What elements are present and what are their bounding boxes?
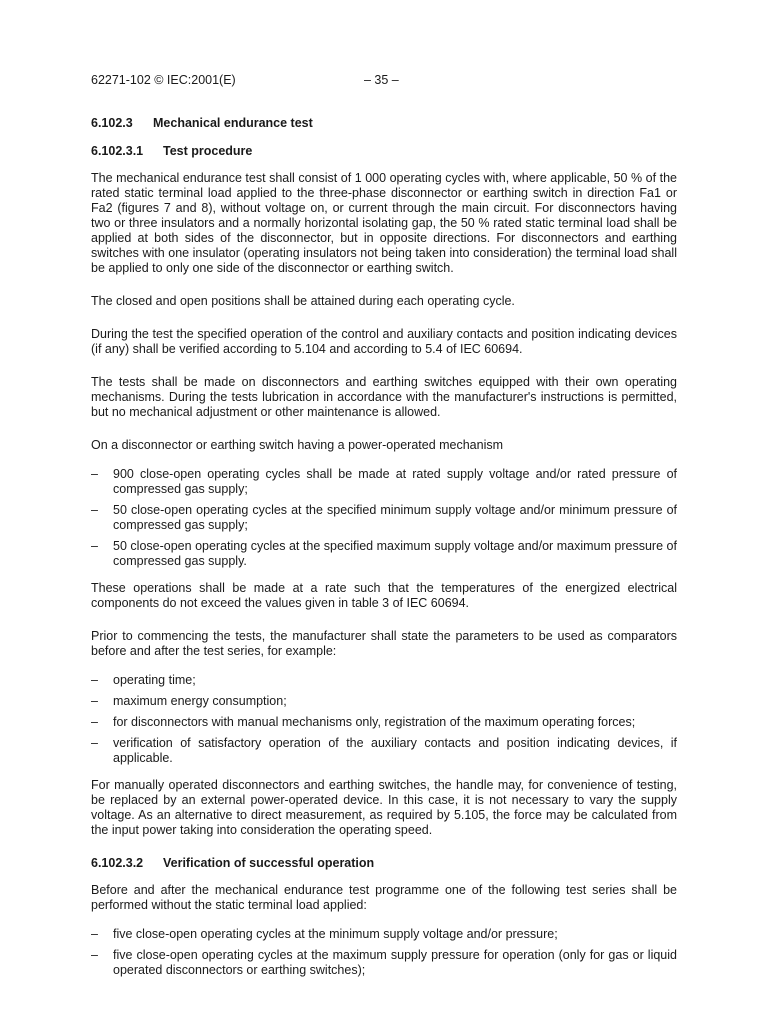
list-marker: –: [91, 503, 98, 517]
power-operated-cycles-list: [91, 467, 677, 569]
paragraph-during-test: During the test the specified operation of the control and auxiliary contacts and position indicating devices (if any) shall be verified according to 5.104 and according to 5.4 of IEC 60694.: [91, 327, 677, 356]
paragraph-tests-made: The tests shall be made on disconnectors and earthing switches equipped with their own operating mechanisms. During the tests lubrication in accordance with the manufacturer's instructions is permitted, but no mechanical adjustment or other maintenance is allowed.: [91, 375, 677, 419]
list-marker: –: [91, 948, 98, 962]
list-marker: –: [91, 736, 98, 750]
paragraph-power-operated: On a disconnector or earthing switch having a power-operated mechanism: [91, 438, 504, 452]
section-title: Test procedure: [163, 144, 253, 158]
list-marker: –: [91, 715, 98, 729]
paragraph-rate: These operations shall be made at a rate such that the temperatures of the energized electrical components do not exceed the values given in table 3 of IEC 60694.: [91, 581, 677, 610]
paragraph-manually-operated: For manually operated disconnectors and earthing switches, the handle may, for convenience of testing, be replaced by an external power-operated device. In this case, it is not necessary to vary the supply voltage. As an alternative to direct measurement, as required by 5.105, the force may be calculated from the input power taking into consideration the operating speed.: [91, 778, 677, 837]
list-item: – 900 close-open operating cycles shall be made at rated supply voltage and/or rated pressure of compressed gas supply;: [91, 467, 677, 496]
verification-list: [91, 927, 677, 978]
list-item: – maximum energy consumption;: [91, 694, 287, 708]
list-item: – 50 close-open operating cycles at the specified maximum supply voltage and/or maximum pressure of compressed gas supply.: [91, 539, 677, 568]
list-marker: –: [91, 467, 98, 481]
list-marker: –: [91, 539, 98, 553]
list-item: – 50 close-open operating cycles at the specified minimum supply voltage and/or minimum pressure of compressed gas supply;: [91, 503, 677, 532]
section-heading-6-102-3-1: [91, 144, 677, 159]
paragraph-test-consist: The mechanical endurance test shall consist of 1 000 operating cycles with, where applicable, 50 % of the rated static terminal load applied to the three-phase disconnector or earthing switch in direction Fa1 or Fa2 (figures 7 and 8), without voltage on, or current through the main circuit. For disconnectors having two or three insulators and a normally horizontal isolating gap, the 50 % rated static terminal load shall be applied at both sides of the disconnector, but in opposite directions. For disconnectors and earthing switches with one insulator (operating insulators not being taken into consideration) the terminal load shall be applied to only one side of the disconnector or earthing switch.: [91, 171, 677, 275]
parameters-list: [91, 673, 677, 766]
list-item: – five close-open operating cycles at the maximum supply pressure for operation (only for gas or liquid operated disconnectors or earthing switches);: [91, 948, 677, 977]
paragraph-closed-open: The closed and open positions shall be attained during each operating cycle.: [91, 294, 515, 308]
body-text: [91, 116, 677, 990]
list-item: – five close-open operating cycles at the minimum supply voltage and/or pressure;: [91, 927, 558, 941]
document-reference: 62271-102 © IEC:2001(E): [91, 73, 236, 87]
list-marker: –: [91, 694, 98, 708]
paragraph-before-after: Before and after the mechanical endurance test programme one of the following test series shall be performed without the static terminal load applied:: [91, 883, 677, 912]
list-item: – for disconnectors with manual mechanisms only, registration of the maximum operating forces;: [91, 715, 636, 729]
page-number: – 35 –: [364, 73, 399, 87]
list-marker: –: [91, 927, 98, 941]
section-number: 6.102.3: [91, 116, 133, 130]
list-marker: –: [91, 673, 98, 687]
section-heading-6-102-3: [91, 116, 677, 131]
paragraph-prior: Prior to commencing the tests, the manufacturer shall state the parameters to be used as comparators before and after the test series, for example:: [91, 629, 677, 658]
section-heading-6-102-3-2: [91, 856, 677, 871]
section-number: 6.102.3.1: [91, 144, 144, 158]
section-title: Verification of successful operation: [163, 856, 375, 870]
section-number: 6.102.3.2: [91, 856, 144, 870]
list-item: – verification of satisfactory operation of the auxiliary contacts and position indicating devices, if applicable.: [91, 736, 677, 765]
list-item: – operating time;: [91, 673, 196, 687]
section-title: Mechanical endurance test: [153, 116, 313, 130]
